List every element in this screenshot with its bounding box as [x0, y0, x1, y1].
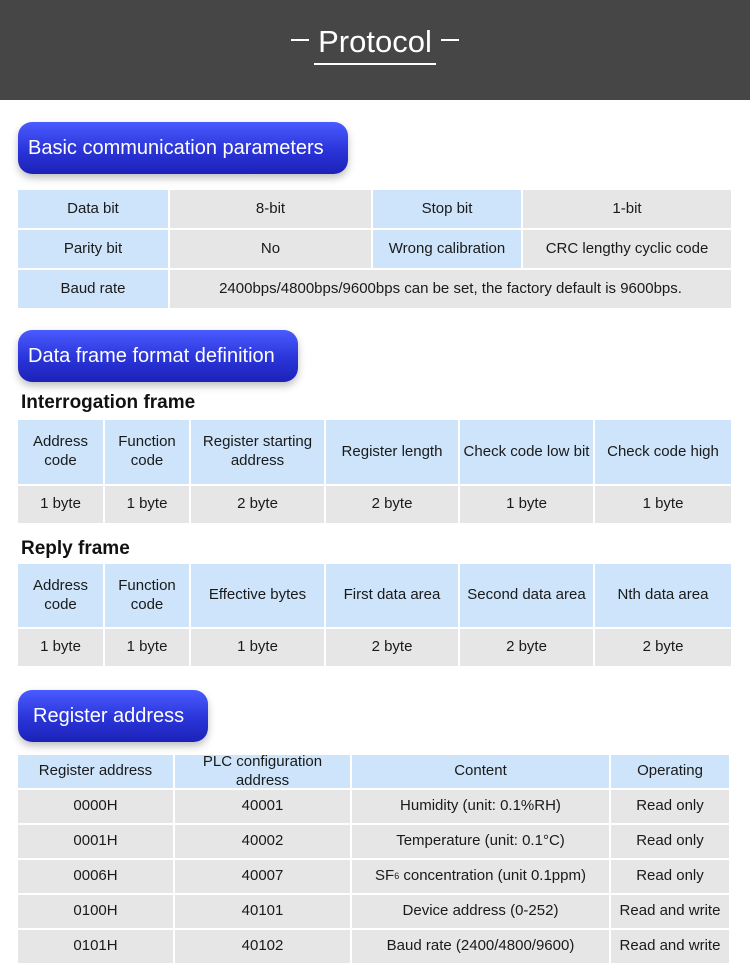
interrogation-value: 2 byte [191, 486, 324, 523]
reply-header: Second data area [460, 564, 593, 627]
reply-value: 1 byte [18, 629, 103, 666]
interrogation-value: 1 byte [105, 486, 189, 523]
basic-params-heading: Basic communication parameters [18, 122, 348, 174]
content-sf-subscript: 6 [394, 870, 400, 881]
calibration-value: CRC lengthy cyclic code [523, 230, 731, 268]
interrogation-value: 2 byte [326, 486, 458, 523]
reply-value: 2 byte [326, 629, 458, 666]
title-left-dash [291, 39, 309, 41]
register-cell: 0101H [18, 930, 173, 963]
content-cell: Baud rate (2400/4800/9600) [352, 930, 609, 963]
data-bit-label: Data bit [18, 190, 168, 228]
register-cell: 0001H [18, 825, 173, 858]
interrogation-header: Address code [18, 420, 103, 484]
frame-format-heading: Data frame format definition [18, 330, 298, 382]
interrogation-header: Register starting address [191, 420, 324, 484]
reply-header: Function code [105, 564, 189, 627]
reply-frame-title: Reply frame [21, 538, 130, 559]
baud-rate-label: Baud rate [18, 270, 168, 308]
reply-frame-table [18, 564, 731, 666]
register-header: PLC configuration address [175, 755, 350, 788]
register-header: Content [352, 755, 609, 788]
data-bit-value: 8-bit [170, 190, 371, 228]
reply-value: 2 byte [460, 629, 593, 666]
content-sf: SF [375, 867, 395, 885]
plc-cell: 40002 [175, 825, 350, 858]
parity-bit-value: No [170, 230, 371, 268]
page-header [0, 0, 750, 100]
interrogation-header: Register length [326, 420, 458, 484]
reply-header: Address code [18, 564, 103, 627]
reply-header: Nth data area [595, 564, 731, 627]
page-title-text: Protocol [314, 24, 436, 65]
operating-cell: Read only [611, 790, 729, 823]
register-header: Operating [611, 755, 729, 788]
content-cell: Humidity (unit: 0.1%RH) [352, 790, 609, 823]
operating-cell: Read only [611, 860, 729, 893]
interrogation-value: 1 byte [595, 486, 731, 523]
reply-header: First data area [326, 564, 458, 627]
title-right-dash [441, 39, 459, 41]
baud-rate-value: 2400bps/4800bps/9600bps can be set, the factory default is 9600bps. [170, 270, 731, 308]
interrogation-header: Check code high [595, 420, 731, 484]
operating-cell: Read and write [611, 895, 729, 928]
content-cell: Device address (0-252) [352, 895, 609, 928]
plc-cell: 40102 [175, 930, 350, 963]
reply-header: Effective bytes [191, 564, 324, 627]
interrogation-value: 1 byte [460, 486, 593, 523]
register-address-heading: Register address [18, 690, 208, 742]
reply-value: 2 byte [595, 629, 731, 666]
interrogation-frame-table [18, 420, 731, 523]
basic-params-table [18, 190, 731, 308]
content-sf-rest: concentration (unit 0.1ppm) [399, 867, 586, 885]
reply-value: 1 byte [191, 629, 324, 666]
operating-cell: Read and write [611, 930, 729, 963]
register-header: Register address [18, 755, 173, 788]
interrogation-frame-title: Interrogation frame [21, 392, 196, 413]
reply-value: 1 byte [105, 629, 189, 666]
stop-bit-value: 1-bit [523, 190, 731, 228]
calibration-label: Wrong calibration [373, 230, 521, 268]
register-address-table [18, 752, 731, 963]
register-cell: 0000H [18, 790, 173, 823]
content-cell [352, 860, 609, 893]
interrogation-header: Check code low bit [460, 420, 593, 484]
page-title [0, 24, 750, 65]
plc-cell: 40001 [175, 790, 350, 823]
operating-cell: Read only [611, 825, 729, 858]
stop-bit-label: Stop bit [373, 190, 521, 228]
interrogation-header: Function code [105, 420, 189, 484]
register-cell: 0100H [18, 895, 173, 928]
content-cell: Temperature (unit: 0.1°C) [352, 825, 609, 858]
interrogation-value: 1 byte [18, 486, 103, 523]
register-cell: 0006H [18, 860, 173, 893]
parity-bit-label: Parity bit [18, 230, 168, 268]
plc-cell: 40101 [175, 895, 350, 928]
plc-cell: 40007 [175, 860, 350, 893]
